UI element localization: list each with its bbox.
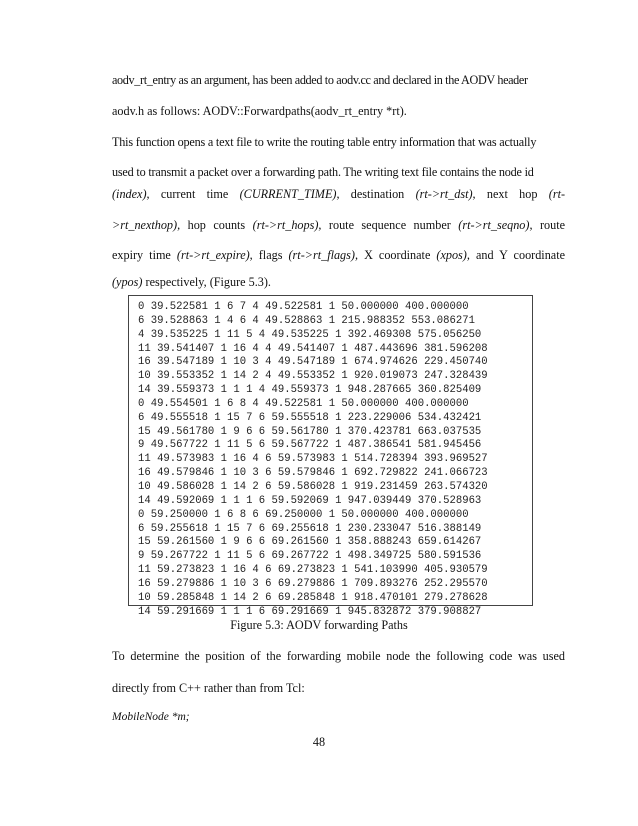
paragraph-2-line-5 [112, 247, 565, 263]
code-line: 15 49.561780 1 9 6 6 59.561780 1 370.423781 663.037535 [138, 425, 482, 438]
paragraph-3-line-2: directly from C++ rather than from Tcl: [112, 681, 305, 695]
code-line: 15 59.261560 1 9 6 6 69.261560 1 358.888243 659.614267 [138, 536, 482, 549]
code-line: 14 59.291669 1 1 1 6 69.291669 1 945.832872 379.908827 [138, 605, 482, 618]
paragraph-1-line-2: aodv.h as follows: AODV::Forwardpaths(aodv_rt_entry *rt). [112, 104, 407, 118]
code-line: 0 59.250000 1 6 8 6 69.250000 1 50.000000 400.000000 [138, 508, 469, 521]
paragraph-2-line-1: This function opens a text file to write the routing table entry information that was actually [112, 135, 537, 149]
code-line: 10 49.586028 1 14 2 6 59.586028 1 919.231459 263.574320 [138, 480, 488, 493]
code-line: 4 39.535225 1 11 5 4 49.535225 1 392.469308 575.056250 [138, 328, 482, 341]
term-xpos: (xpos), [436, 248, 470, 262]
paragraph-1-line-1: aodv_rt_entry as an argument, has been added to aodv.cc and declared in the AODV header [112, 73, 528, 87]
text-segment: route [532, 218, 566, 232]
text-segment: respectively, (Figure 5.3). [142, 275, 271, 289]
code-line: 16 49.579846 1 10 3 6 59.579846 1 692.729822 241.066723 [138, 467, 488, 480]
term-rt-seqno: (rt->rt_seqno), [458, 218, 533, 232]
text-segment: expiry time [112, 248, 177, 262]
term-rt-dst: (rt->rt_dst), [415, 187, 476, 201]
figure-caption: Figure 5.3: AODV forwarding Paths [230, 618, 408, 632]
code-line: 9 59.267722 1 11 5 6 69.267722 1 498.349725 580.591536 [138, 550, 482, 563]
paragraph-2-line-6 [112, 274, 565, 290]
text-segment: and Y coordinate [469, 248, 565, 262]
code-line: 14 49.592069 1 1 1 6 59.592069 1 947.039449 370.528963 [138, 494, 482, 507]
code-line: 14 39.559373 1 1 1 4 49.559373 1 948.287665 360.825409 [138, 384, 482, 397]
term-rt-flags: (rt->rt_flags), [288, 248, 359, 262]
term-rt-hops: (rt->rt_hops), [252, 218, 322, 232]
code-snippet: MobileNode *m; [112, 711, 190, 723]
text-segment: current time [149, 187, 240, 201]
term-rt-nexthop-end: >rt_nexthop), [112, 218, 181, 232]
text-segment: route sequence number [321, 218, 459, 232]
code-line: 16 39.547189 1 10 3 4 49.547189 1 674.974626 229.450740 [138, 356, 488, 369]
code-line: 11 49.573983 1 16 4 6 59.573983 1 514.728394 393.969527 [138, 453, 488, 466]
text-segment: destination [339, 187, 416, 201]
code-line: 6 39.528863 1 4 6 4 49.528863 1 215.988352 553.086271 [138, 314, 475, 327]
term-index: (index), [112, 187, 150, 201]
term-ypos: (ypos) [112, 275, 143, 289]
code-line: 6 49.555518 1 15 7 6 59.555518 1 223.229006 534.432421 [138, 411, 482, 424]
page-number: 48 [312, 735, 326, 749]
code-line: 0 39.522581 1 6 7 4 49.522581 1 50.000000 400.000000 [138, 301, 469, 313]
code-line: 11 39.541407 1 16 4 4 49.541407 1 487.443696 381.596208 [138, 342, 488, 355]
code-line: 10 59.285848 1 14 2 6 69.285848 1 918.470101 279.278628 [138, 591, 488, 604]
code-line: 9 49.567722 1 11 5 6 59.567722 1 487.386541 581.945456 [138, 439, 482, 452]
code-line: 11 59.273823 1 16 4 6 69.273823 1 541.103990 405.930579 [138, 564, 488, 577]
code-line: 6 59.255618 1 15 7 6 69.255618 1 230.233047 516.388149 [138, 522, 482, 535]
text-segment: X coordinate [358, 248, 437, 262]
text-segment: next hop [475, 187, 549, 201]
routing-table-code-box [128, 295, 533, 618]
term-rt-nexthop-start: (rt- [548, 187, 566, 201]
text-segment: hop counts [180, 218, 253, 232]
paragraph-2-line-4 [112, 217, 565, 233]
paragraph-2-line-3 [112, 186, 565, 202]
code-line: 10 39.553352 1 14 2 4 49.553352 1 920.019073 247.328439 [138, 370, 488, 383]
term-rt-expire: (rt->rt_expire), [176, 248, 253, 262]
text-segment: flags [252, 248, 289, 262]
code-line: 0 49.554501 1 6 8 4 49.522581 1 50.000000 400.000000 [138, 397, 469, 410]
paragraph-3-line-1: To determine the position of the forwarding mobile node the following code was used [112, 649, 565, 663]
term-current-time: (CURRENT_TIME), [239, 187, 340, 201]
code-line: 16 59.279886 1 10 3 6 69.279886 1 709.893276 252.295570 [138, 577, 488, 590]
paragraph-2-line-2: used to transmit a packet over a forwarding path. The writing text file contains the node id [112, 165, 534, 179]
